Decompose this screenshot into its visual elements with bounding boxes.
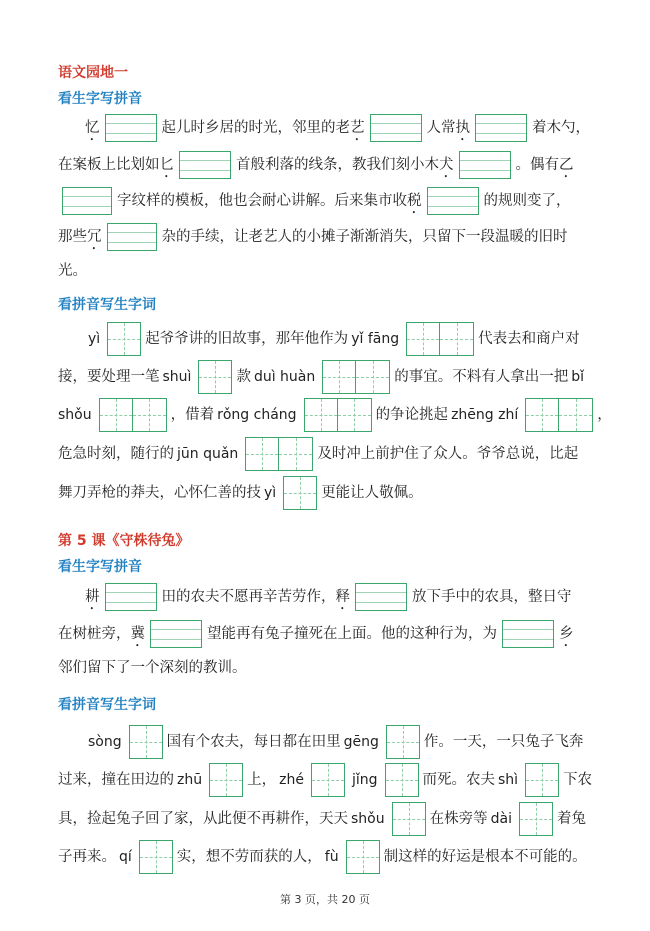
subheading-write-chars: 看拼音写生字词 bbox=[58, 297, 156, 313]
p2-line-4: 危急时刻，随行的 jūn quǎn 及时冲上前护住了众人。爷爷总说，比起 bbox=[58, 437, 608, 471]
char-box-group[interactable] bbox=[245, 437, 313, 471]
char-box-group[interactable] bbox=[129, 725, 163, 759]
p4-line-1: sòng 国有个农夫，每日都在田里 gēng 作。一天，一只兔子飞奔 bbox=[58, 725, 635, 759]
char-yi2: 艺 bbox=[350, 120, 365, 136]
section-title-lesson-5: 第 5 课《守株待兔》 bbox=[58, 533, 190, 549]
pinyin-box[interactable] bbox=[370, 114, 422, 142]
p3-line-1: 耕 田的农夫不愿再辛苦劳作， 释 放下手中的农具，整日守 bbox=[58, 580, 635, 614]
pinyin-box[interactable] bbox=[107, 223, 157, 251]
char-shui: 税 bbox=[407, 193, 422, 209]
char-yi: 忆 bbox=[85, 120, 100, 136]
char-geng: 耕 bbox=[85, 589, 100, 605]
char-box-group[interactable] bbox=[385, 763, 419, 797]
p1-line-3: 字纹样的模板，他也会耐心讲解。后来集市收 税 的规则变了， bbox=[58, 184, 608, 218]
char-box-group[interactable] bbox=[406, 322, 474, 356]
subheading-write-pinyin: 看生字写拼音 bbox=[58, 91, 142, 107]
pinyin-box[interactable] bbox=[105, 583, 157, 611]
p4-line-4: 子再来。 qí 实，想不劳而获的人， fù 制这样的好运是根本不可能的。 bbox=[58, 840, 608, 874]
char-box-group[interactable] bbox=[107, 322, 141, 356]
char-box-group[interactable] bbox=[209, 763, 243, 797]
p2-line-5: 舞刀弄枪的莽夫，心怀仁善的技 yì 更能让人敬佩。 bbox=[58, 476, 608, 510]
char-box-group[interactable] bbox=[525, 763, 559, 797]
subheading-write-chars-2: 看拼音写生字词 bbox=[58, 697, 156, 713]
p1-line-4: 那些 冗 杂的手续，让老艺人的小摊子渐渐消失，只留下一段温暖的旧时 bbox=[58, 220, 608, 254]
p2-line-3: shǒu ，借着 rǒng cháng 的争论挑起 zhēng zhí ， bbox=[58, 398, 608, 432]
pinyin-box[interactable] bbox=[62, 187, 112, 215]
char-box-group[interactable] bbox=[386, 725, 420, 759]
char-box-group[interactable] bbox=[304, 398, 372, 432]
pinyin-box[interactable] bbox=[105, 114, 157, 142]
section-title-yuwen-yuandi: 语文园地一 bbox=[58, 65, 128, 81]
pinyin-box[interactable] bbox=[150, 620, 202, 648]
char-shi: 释 bbox=[335, 589, 350, 605]
pinyin-box[interactable] bbox=[179, 151, 231, 179]
char-box-group[interactable] bbox=[525, 398, 593, 432]
char-box-group[interactable] bbox=[139, 840, 173, 874]
p3-line-2: 在树桩旁， 冀 望能再有兔子撞死在上面。他的这种行为，为 乡 bbox=[58, 617, 608, 651]
char-yi3: 乙 bbox=[559, 157, 574, 173]
char-bi: 匕 bbox=[159, 157, 174, 173]
pinyin-box[interactable] bbox=[427, 187, 479, 215]
char-box-group[interactable] bbox=[99, 398, 167, 432]
char-quan: 犬 bbox=[439, 157, 454, 173]
char-zhi: 执 bbox=[455, 120, 470, 136]
p2-line-2: 接，要处理一笔 shuì 款 duì huàn 的事宜。不料有人拿出一把 bǐ bbox=[58, 360, 608, 394]
p1-line-2: 在案板上比划如 匕 首般利落的线条，教我们刻小木 犬 。偶有 乙 bbox=[58, 148, 608, 182]
char-ji: 冀 bbox=[130, 626, 145, 642]
p2-line-1: yì 起爷爷讲的旧故事，那年他作为 yǐ fāng 代表去和商户对 bbox=[58, 322, 635, 356]
subheading-write-pinyin-2: 看生字写拼音 bbox=[58, 559, 142, 575]
pinyin-box[interactable] bbox=[475, 114, 527, 142]
char-box-group[interactable] bbox=[198, 360, 232, 394]
pinyin-box[interactable] bbox=[502, 620, 554, 648]
p1-line-1: 忆 起儿时乡居的时光，邻里的老 艺 人常 执 着木勺， bbox=[58, 111, 635, 145]
char-box-group[interactable] bbox=[283, 476, 317, 510]
char-box-group[interactable] bbox=[519, 802, 553, 836]
pinyin-box[interactable] bbox=[355, 583, 407, 611]
char-box-group[interactable] bbox=[392, 802, 426, 836]
char-box-group[interactable] bbox=[346, 840, 380, 874]
p4-line-3: 具，捡起兔子回了家，从此便不再耕作，天天 shǒu 在株旁等 dài 着兔 bbox=[58, 802, 608, 836]
p3-line-3: 邻们留下了一个深刻的教训。 bbox=[58, 660, 247, 676]
char-xiang: 乡 bbox=[559, 626, 574, 642]
p4-line-2: 过来，撞在田边的 zhū 上， zhé jǐng 而死。农夫 shì 下农 bbox=[58, 763, 608, 797]
pinyin-box[interactable] bbox=[459, 151, 511, 179]
char-box-group[interactable] bbox=[322, 360, 390, 394]
char-rong: 冗 bbox=[87, 229, 102, 245]
p1-line-5: 光。 bbox=[58, 263, 87, 279]
page-footer: 第 3 页，共 20 页 bbox=[280, 893, 370, 906]
char-box-group[interactable] bbox=[311, 763, 345, 797]
